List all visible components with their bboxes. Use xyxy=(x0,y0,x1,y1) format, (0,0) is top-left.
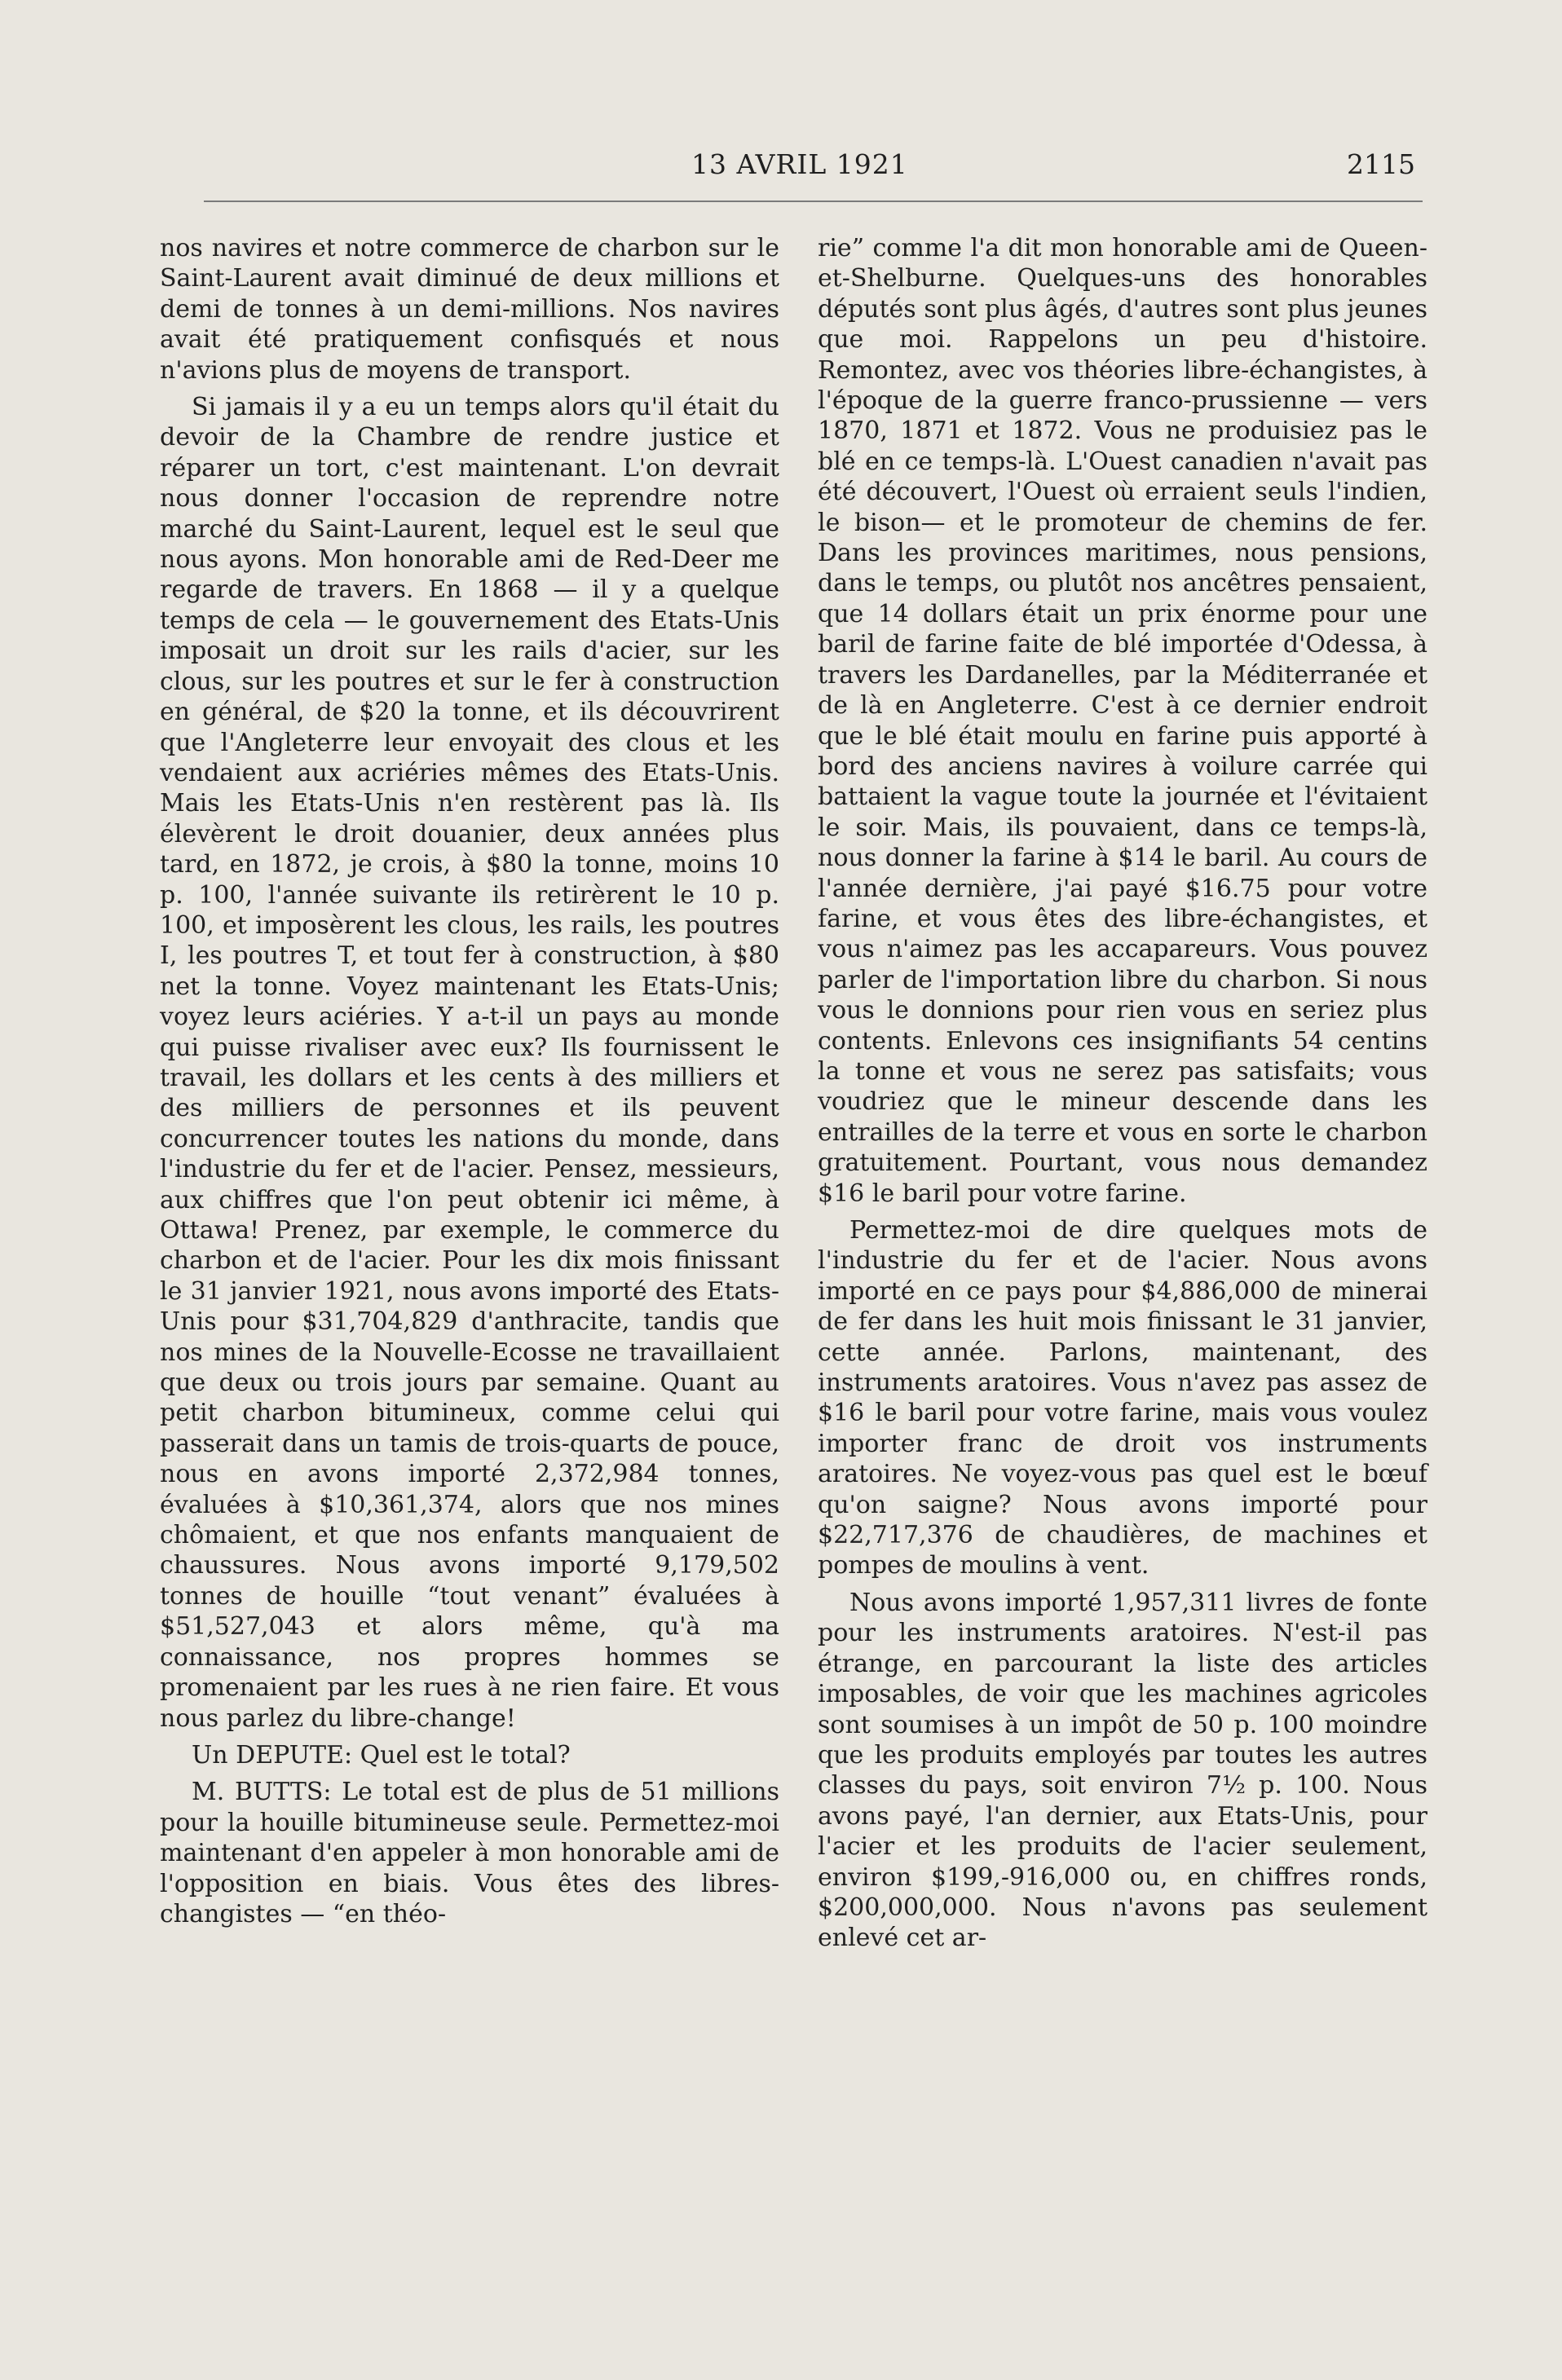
left-column xyxy=(160,233,779,1929)
paragraph: Permettez-moi de dire quelques mots de l'industrie du fer et de l'acier. Nous avons importé en ce pays pour $4,886,000 de minerai de fer dans les huit mois finissant le 31 janvier, cette année. Parlons, maintenant, des instruments aratoires. Vous n'avez pas assez de $16 le baril pour votre farine, mais vous voulez importer franc de droit vos instruments aratoires. Ne voyez-vous pas quel est le bœuf qu'on saigne? Nous avons importé pour $22,717,376 de chaudières, de machines et pompes de moulins à vent. xyxy=(818,1216,1427,1580)
paragraph: M. BUTTS: Le total est de plus de 51 millions pour la houille bitumineuse seule. Permettez-moi maintenant d'en appeler à mon honorable ami de l'opposition en biais. Vous êtes des libres-changistes — “en théo- xyxy=(160,1778,779,1928)
paragraph: Si jamais il y a eu un temps alors qu'il était du devoir de la Chambre de rendre justice et réparer un tort, c'est maintenant. L'on devrait nous donner l'occasion de reprendre notre marché du Saint-Laurent, lequel est le seul que nous ayons. Mon honorable ami de Red-Deer me regarde de travers. En 1868 — il y a quelque temps de cela — le gouvernement des Etats-Unis imposait un droit sur les rails d'acier, sur les clous, sur les poutres et sur le fer à construction en général, de $20 la tonne, et ils découvrirent que l'Angleterre leur envoyait des clous et les vendaient aux acriéries mêmes des Etats-Unis. Mais les Etats-Unis n'en restèrent pas là. Ils élevèrent le droit douanier, deux années plus tard, en 1872, je crois, à $80 la tonne, moins 10 p. 100, l'année suivante ils retirèrent le 10 p. 100, et imposèrent les clous, les rails, les poutres I, les poutres T, et tout fer à construction, à $80 net la tonne. Voyez maintenant les Etats-Unis; voyez leurs aciéries. Y a-t-il un pays au monde qui puisse rivaliser avec eux? Ils fournissent le travail, les dollars et les cents à des milliers et des milliers de personnes et ils peuvent concurrencer toutes les nations du monde, dans l'industrie du fer et de l'acier. Pensez, messieurs, aux chiffres que l'on peut obtenir ici même, à Ottawa! Prenez, par exemple, le commerce du charbon et de l'acier. Pour les dix mois finissant le 31 janvier 1921, nous avons importé des Etats-Unis pour $31,704,829 d'anthracite, tandis que nos mines de la Nouvelle-Ecosse ne travaillaient que deux ou trois jours par semaine. Quant au petit charbon bitumineux, comme celui qui passerait dans un tamis de trois-quarts de pouce, nous en avons importé 2,372,984 tonnes, évaluées à $10,361,374, alors que nos mines chômaient, et que nos enfants manquaient de chaussures. Nous avons importé 9,179,502 tonnes de houille “tout venant” évaluées à $51,527,043 et alors même, qu'à ma connaissance, nos propres hommes se promenaient par les rues à ne rien faire. Et vous nous parlez du libre-change! xyxy=(160,393,779,1733)
running-header xyxy=(204,148,1415,189)
page-number: 2115 xyxy=(1347,148,1415,180)
paragraph: Un DEPUTE: Quel est le total? xyxy=(192,1740,571,1770)
paragraph: nos navires et notre commerce de charbon sur le Saint-Laurent avait diminué de deux millions et demi de tonnes à un demi-millions. Nos navires avait été pratiquement confisqués et nous n'avions plus de moyens de transport. xyxy=(160,234,779,385)
header-rule xyxy=(204,201,1423,202)
right-column xyxy=(818,233,1427,1954)
running-header-date: 13 AVRIL 1921 xyxy=(691,148,908,180)
paragraph: rie” comme l'a dit mon honorable ami de Queen-et-Shelburne. Quelques-uns des honorables députés sont plus âgés, d'autres sont plus jeunes que moi. Rappelons un peu d'histoire. Remontez, avec vos théories libre-échangistes, à l'époque de la guerre franco-prussienne — vers 1870, 1871 et 1872. Vous ne produisiez pas le blé en ce temps-là. L'Ouest canadien n'avait pas été découvert, l'Ouest où erraient seuls l'indien, le bison— et le promoteur de chemins de fer. Dans les provinces maritimes, nous pensions, dans le temps, ou plutôt nos ancêtres pensaient, que 14 dollars était un prix énorme pour une baril de farine faite de blé importée d'Odessa, à travers les Dardanelles, par la Méditerranée et de là en Angleterre. C'est à ce dernier endroit que le blé était moulu en farine puis apporté à bord des anciens navires à voilure carrée qui battaient la vague toute la journée et l'évitaient le soir. Mais, ils pouvaient, dans ce temps-là, nous donner la farine à $14 le baril. Au cours de l'année dernière, j'ai payé $16.75 pour votre farine, et vous êtes des libre-échangistes, et vous n'aimez pas les accapareurs. Vous pouvez parler de l'importation libre du charbon. Si nous vous le donnions pour rien vous en seriez plus contents. Enlevons ces insignifiants 54 centins la tonne et vous ne serez pas satisfaits; vous voudriez que le mineur descende dans les entrailles de la terre et vous en sorte le charbon gratuitement. Pourtant, vous nous demandez $16 le baril pour votre farine. xyxy=(818,234,1427,1208)
paragraph: Nous avons importé 1,957,311 livres de fonte pour les instruments aratoires. N'est-il pas étrange, en parcourant la liste des articles imposables, de voir que les machines agricoles sont soumises à un impôt de 50 p. 100 moindre que les produits employés par toutes les autres classes du pays, soit environ 7½ p. 100. Nous avons payé, l'an dernier, aux Etats-Unis, pour l'acier et les produits de l'acier seulement, environ $199,-916,000 ou, en chiffres ronds, $200,000,000. Nous n'avons pas seulement enlevé cet ar- xyxy=(818,1588,1427,1953)
